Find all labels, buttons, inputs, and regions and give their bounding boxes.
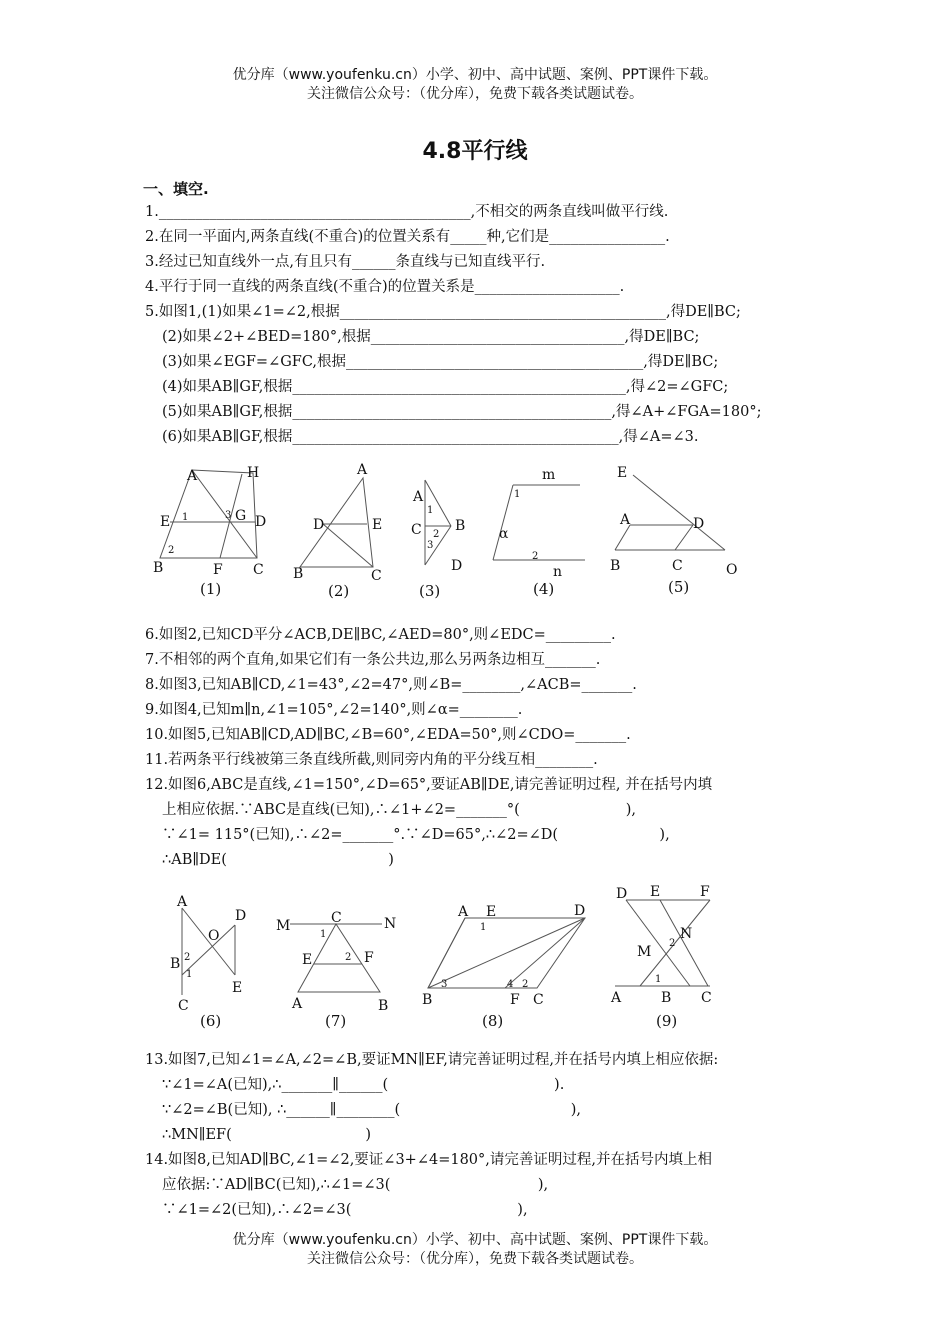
- svg-text:B: B: [378, 998, 389, 1010]
- question-4: 4.平行于同一直线的两条直线(不重合)的位置关系是____________________.: [145, 279, 625, 295]
- svg-text:D: D: [574, 903, 586, 919]
- svg-text:E: E: [160, 514, 171, 530]
- question-3: 3.经过已知直线外一点,有且只有______条直线与已知直线平行.: [145, 254, 546, 270]
- svg-text:2: 2: [433, 529, 440, 540]
- svg-text:3: 3: [225, 510, 232, 521]
- question-12-line-4: ∴AB∥DE( ): [162, 852, 394, 868]
- svg-text:C: C: [331, 910, 342, 926]
- svg-text:D: D: [235, 908, 247, 924]
- question-10: 10.如图5,已知AB∥CD,AD∥BC,∠B=60°,∠EDA=50°,则∠CDO=_______.: [145, 727, 631, 743]
- svg-text:B: B: [170, 956, 181, 972]
- question-1: 1.___________________________________________,不相交的两条直线叫做平行线.: [145, 204, 669, 220]
- svg-text:α: α: [499, 526, 509, 542]
- question-8: 8.如图3,已知AB∥CD,∠1=43°,∠2=47°,则∠B=________,∠ACB=_______.: [145, 677, 637, 693]
- svg-text:2: 2: [522, 979, 529, 990]
- svg-text:M: M: [637, 944, 652, 960]
- svg-text:B: B: [293, 566, 304, 582]
- svg-text:4: 4: [507, 979, 514, 990]
- question-14-line-3: ∵∠1=∠2(已知),∴∠2=∠3( ),: [162, 1202, 528, 1218]
- svg-text:D: D: [616, 886, 628, 902]
- svg-text:1: 1: [427, 505, 434, 516]
- question-2: 2.在同一平面内,两条直线(不重合)的位置关系有_____种,它们是________________.: [145, 229, 670, 245]
- question-13-line-4: ∴MN∥EF( ): [162, 1127, 372, 1143]
- svg-text:A: A: [292, 996, 303, 1010]
- question-14-line-2: 应依据:∵AD∥BC(已知),∴∠1=∠3( ),: [162, 1177, 549, 1193]
- svg-text:2: 2: [669, 938, 676, 949]
- svg-text:2: 2: [345, 952, 352, 963]
- fig-caption-9: (9): [656, 1012, 678, 1030]
- svg-text:C: C: [701, 990, 712, 1006]
- fig-caption-6: (6): [200, 1012, 222, 1030]
- svg-text:E: E: [302, 952, 313, 968]
- question-5-3: (3)如果∠EGF=∠GFC,根据_________________________________________,得DE∥BC;: [162, 354, 719, 370]
- svg-text:2: 2: [184, 952, 191, 963]
- svg-text:O: O: [208, 928, 220, 944]
- svg-text:D: D: [693, 516, 705, 532]
- svg-text:E: E: [372, 517, 383, 533]
- fig-caption-5: (5): [668, 578, 690, 596]
- svg-text:F: F: [510, 992, 520, 1008]
- svg-text:E: E: [650, 884, 661, 900]
- section-heading: 一、填空.: [143, 180, 209, 198]
- svg-text:N: N: [680, 926, 693, 942]
- question-5-2: (2)如果∠2+∠BED=180°,根据___________________________________,得DE∥BC;: [162, 329, 700, 345]
- svg-text:C: C: [178, 998, 189, 1010]
- svg-text:1: 1: [320, 929, 327, 940]
- question-11: 11.若两条平行线被第三条直线所截,则同旁内角的平分线互相________.: [145, 752, 598, 768]
- svg-text:n: n: [553, 564, 563, 580]
- header-line-2: 关注微信公众号：（优分库），免费下载各类试题试卷。: [307, 86, 643, 102]
- fig-caption-3: (3): [419, 582, 441, 600]
- question-7: 7.不相邻的两个直角,如果它们有一条公共边,那么另两条边相互_______.: [145, 652, 601, 668]
- question-12-line-2: 上相应依据.∵ABC是直线(已知),∴∠1+∠2=_______°( ),: [162, 802, 637, 818]
- question-5: 5.如图1,(1)如果∠1=∠2,根据_____________________________________________,得DE∥BC;: [145, 304, 741, 320]
- question-13: 13.如图7,已知∠1=∠A,∠2=∠B,要证MN∥EF,请完善证明过程,并在括号内填上相应依据:: [145, 1052, 719, 1068]
- svg-text:B: B: [661, 990, 672, 1006]
- svg-text:D: D: [313, 517, 325, 533]
- question-6: 6.如图2,已知CD平分∠ACB,DE∥BC,∠AED=80°,则∠EDC=_________.: [145, 627, 616, 643]
- svg-text:B: B: [422, 992, 433, 1008]
- svg-text:C: C: [253, 562, 264, 578]
- svg-text:C: C: [533, 992, 544, 1008]
- question-13-line-3: ∵∠2=∠B(已知), ∴______∥________( ),: [162, 1102, 581, 1118]
- svg-text:F: F: [700, 884, 710, 900]
- footer-line-1: 优分库（www.youfenku.cn）小学、初中、高中试题、案例、PPT课件下载。: [232, 1232, 718, 1248]
- question-9: 9.如图4,已知m∥n,∠1=105°,∠2=140°,则∠α=________.: [145, 702, 523, 718]
- svg-text:C: C: [672, 558, 683, 574]
- svg-text:N: N: [384, 916, 397, 932]
- svg-text:1: 1: [655, 974, 662, 985]
- svg-text:A: A: [620, 512, 631, 528]
- footer-line-2: 关注微信公众号：（优分库），免费下载各类试题试卷。: [307, 1251, 643, 1267]
- svg-text:B: B: [153, 560, 164, 576]
- page-title: 4.8平行线: [422, 139, 528, 164]
- fig-caption-8: (8): [482, 1012, 504, 1030]
- svg-text:1: 1: [186, 969, 193, 980]
- svg-text:C: C: [371, 568, 382, 584]
- svg-text:M: M: [276, 918, 291, 934]
- svg-text:A: A: [187, 468, 198, 484]
- svg-text:O: O: [726, 562, 738, 578]
- svg-text:E: E: [232, 980, 243, 996]
- svg-text:1: 1: [182, 512, 189, 523]
- svg-text:1: 1: [480, 922, 487, 933]
- question-5-5: (5)如果AB∥GF,根据____________________________________________,得∠A+∠FGA=180°;: [162, 404, 762, 420]
- question-13-line-2: ∵∠1=∠A(已知),∴_______∥______( ).: [162, 1077, 565, 1093]
- svg-text:A: A: [611, 990, 622, 1006]
- svg-text:E: E: [486, 904, 497, 920]
- fig-caption-1: (1): [200, 580, 222, 598]
- fig-caption-2: (2): [328, 582, 350, 600]
- svg-text:1: 1: [514, 489, 521, 500]
- question-12: 12.如图6,ABC是直线,∠1=150°,∠D=65°,要证AB∥DE,请完善证明过程, 并在括号内填: [145, 777, 713, 793]
- svg-text:F: F: [364, 950, 374, 966]
- svg-text:3: 3: [427, 540, 434, 551]
- svg-text:D: D: [255, 514, 267, 530]
- svg-text:B: B: [610, 558, 621, 574]
- svg-text:A: A: [357, 462, 368, 478]
- svg-text:2: 2: [532, 551, 539, 562]
- question-12-line-3: ∵∠1= 115°(已知),∴∠2=_______°.∵∠D=65°,∴∠2=∠D( ),: [162, 827, 670, 843]
- svg-text:F: F: [213, 562, 223, 578]
- header-line-1: 优分库（www.youfenku.cn）小学、初中、高中试题、案例、PPT课件下载。: [232, 67, 718, 83]
- question-5-6: (6)如果AB∥GF,根据_____________________________________________,得∠A=∠3.: [162, 429, 699, 445]
- svg-text:A: A: [177, 894, 188, 910]
- svg-text:A: A: [413, 489, 424, 505]
- svg-text:H: H: [247, 465, 260, 481]
- svg-text:A: A: [458, 904, 469, 920]
- svg-text:2: 2: [168, 545, 175, 556]
- svg-text:E: E: [617, 465, 628, 481]
- figures-row-2: [160, 880, 760, 1010]
- svg-text:3: 3: [441, 979, 448, 990]
- svg-text:D: D: [451, 558, 463, 574]
- question-5-4: (4)如果AB∥GF,根据______________________________________________,得∠2=∠GFC;: [162, 379, 729, 395]
- svg-text:G: G: [235, 508, 247, 524]
- svg-text:m: m: [542, 467, 556, 483]
- fig-caption-4: (4): [533, 580, 555, 598]
- figures-row-1: [145, 460, 795, 590]
- svg-text:B: B: [455, 518, 466, 534]
- svg-text:C: C: [411, 522, 422, 538]
- question-14: 14.如图8,已知AD∥BC,∠1=∠2,要证∠3+∠4=180°,请完善证明过程,并在括号内填上相: [145, 1152, 712, 1168]
- fig-caption-7: (7): [325, 1012, 347, 1030]
